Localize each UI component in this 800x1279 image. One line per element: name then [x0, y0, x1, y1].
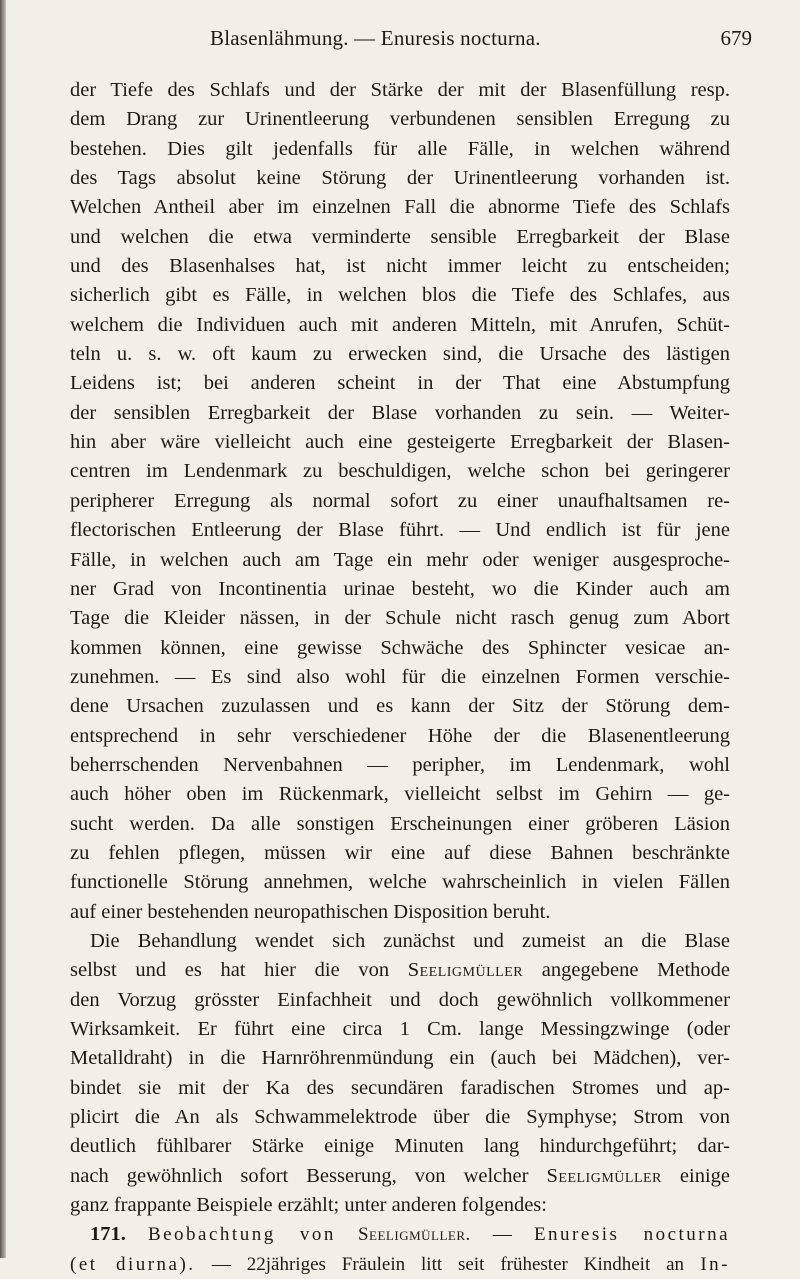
text-line-with-author: [70, 956, 730, 985]
observation-author: Seeligmüller.: [357, 1224, 471, 1246]
text-line: plicirt die An als Schwammelektrode über die Symphyse; Strom von: [70, 1106, 730, 1129]
observation-dash: —: [492, 1224, 512, 1246]
text-line: deutlich fühlbarer Stärke einige Minuten lang hindurchgeführt; dar-: [70, 1135, 730, 1158]
running-title: Blasenlähmung. — Enuresis nocturna.: [210, 26, 541, 50]
text-line: den Vorzug grösster Einfachheit und doch gewöhnlich vollkommener: [70, 988, 730, 1011]
observation-diagnosis: Enuresis nocturna: [533, 1224, 731, 1246]
body-text: [70, 76, 730, 1279]
text-line: des Tags absolut keine Störung der Urinentleerung vorhanden ist.: [70, 167, 730, 190]
text-line: functionelle Störung annehmen, welche wahrscheinlich in vielen Fällen: [70, 871, 730, 894]
author-name: Seeligmüller: [546, 1164, 662, 1187]
text-line: auf einer bestehenden neuropathischen Disposition beruht.: [70, 900, 551, 923]
text-segment: einige: [679, 1164, 731, 1187]
text-line: flectorischen Entleerung der Blase führt. — Und endlich ist für jene: [70, 519, 730, 542]
text-line: peripherer Erregung als normal sofort zu einer unaufhaltsamen re-: [70, 489, 730, 512]
text-line: centren im Lendenmark zu beschuldigen, welche schon bei geringerer: [70, 460, 730, 483]
page-edge: [0, 0, 6, 1258]
text-line: hin aber wäre vielleicht auch eine gesteigerte Erregbarkeit der Blasen-: [70, 431, 730, 454]
text-line: sucht werden. Da alle sonstigen Erscheinungen einer gröberen Läsion: [70, 812, 730, 835]
text-line-with-author: [70, 1162, 730, 1191]
text-line: teln u. s. w. oft kaum zu erwecken sind, die Ursache des lästigen: [70, 343, 730, 366]
text-line: beherrschenden Nervenbahnen — peripher, im Lendenmark, wohl: [70, 753, 730, 776]
observation-text-end: In-: [700, 1253, 730, 1275]
text-segment: angegebene Methode: [541, 959, 731, 982]
text-line: bindet sie mit der Ka des secundären faradischen Stromes und ap-: [70, 1076, 730, 1099]
text-line: sicherlich gibt es Fälle, in welchen blos die Tiefe des Schlafes, aus: [70, 284, 730, 307]
text-segment: nach gewöhnlich sofort Besserung, von welcher: [70, 1164, 529, 1187]
observation-heading: [70, 1220, 730, 1249]
observation-diagnosis-cont: (et diurna).: [70, 1253, 196, 1275]
text-line: Metalldraht) in die Harnröhrenmündung ein (auch bei Mädchen), ver-: [70, 1047, 730, 1070]
text-line: auch höher oben im Rückenmark, vielleicht selbst im Gehirn — ge-: [70, 783, 730, 806]
text-line: Leidens ist; bei anderen scheint in der That eine Abstumpfung: [70, 372, 730, 395]
text-line: und des Blasenhalses hat, ist nicht immer leicht zu entscheiden;: [70, 255, 730, 278]
text-line: welchem die Individuen auch mit anderen Mitteln, mit Anrufen, Schüt-: [70, 313, 730, 336]
text-line: kommen können, eine gewisse Schwäche des Sphincter vesicae an-: [70, 636, 730, 659]
text-line: Fälle, in welchen auch am Tage ein mehr oder weniger ausgesproche-: [70, 548, 730, 571]
author-name: Seeligmüller: [407, 959, 524, 982]
text-line: dene Ursachen zuzulassen und es kann der Sitz der Störung dem-: [70, 695, 730, 718]
text-line: Wirksamkeit. Er führt eine circa 1 Cm. lange Messingzwinge (oder: [70, 1018, 730, 1040]
text-line: der sensiblen Erregbarkeit der Blase vorhanden zu sein. — Weiter-: [70, 401, 730, 424]
text-line: und welchen die etwa verminderte sensible Erregbarkeit der Blase: [70, 225, 730, 248]
page-number: 679: [720, 26, 752, 50]
observation-number: 171.: [90, 1223, 126, 1246]
text-line: zu fehlen pflegen, müssen wir eine auf diese Bahnen beschränkte: [70, 841, 730, 864]
running-header: [0, 26, 800, 56]
text-line: bestehen. Dies gilt jedenfalls für alle Fälle, in welchen während: [70, 137, 730, 160]
text-line: entsprechend in sehr verschiedener Höhe der die Blasenentleerung: [70, 724, 730, 747]
text-line: zunehmen. — Es sind also wohl für die einzelnen Formen verschie-: [70, 665, 730, 688]
text-line: der Tiefe des Schlafs und der Stärke der mit der Blasenfüllung resp.: [70, 79, 730, 101]
text-line: Die Behandlung wendet sich zunächst und zumeist an die Blase: [90, 929, 730, 952]
observation-text: — 22jähriges Fräulein litt seit frühester Kindheit an: [211, 1253, 685, 1275]
text-line: ganz frappante Beispiele erzählt; unter anderen folgendes:: [70, 1194, 547, 1217]
text-line: Welchen Antheil aber im einzelnen Fall die abnorme Tiefe des Schlafs: [70, 196, 730, 219]
observation-title: Beobachtung von: [147, 1224, 336, 1246]
text-line: ner Grad von Incontinentia urinae besteht, wo die Kinder auch am: [70, 577, 730, 600]
text-segment: selbst und es hat hier die von: [70, 959, 390, 982]
text-line: Tage die Kleider nässen, in der Schule nicht rasch genug zum Abort: [70, 607, 730, 630]
text-line: dem Drang zur Urinentleerung verbundenen sensiblen Erregung zu: [70, 108, 730, 131]
observation-text-line: [70, 1250, 730, 1279]
